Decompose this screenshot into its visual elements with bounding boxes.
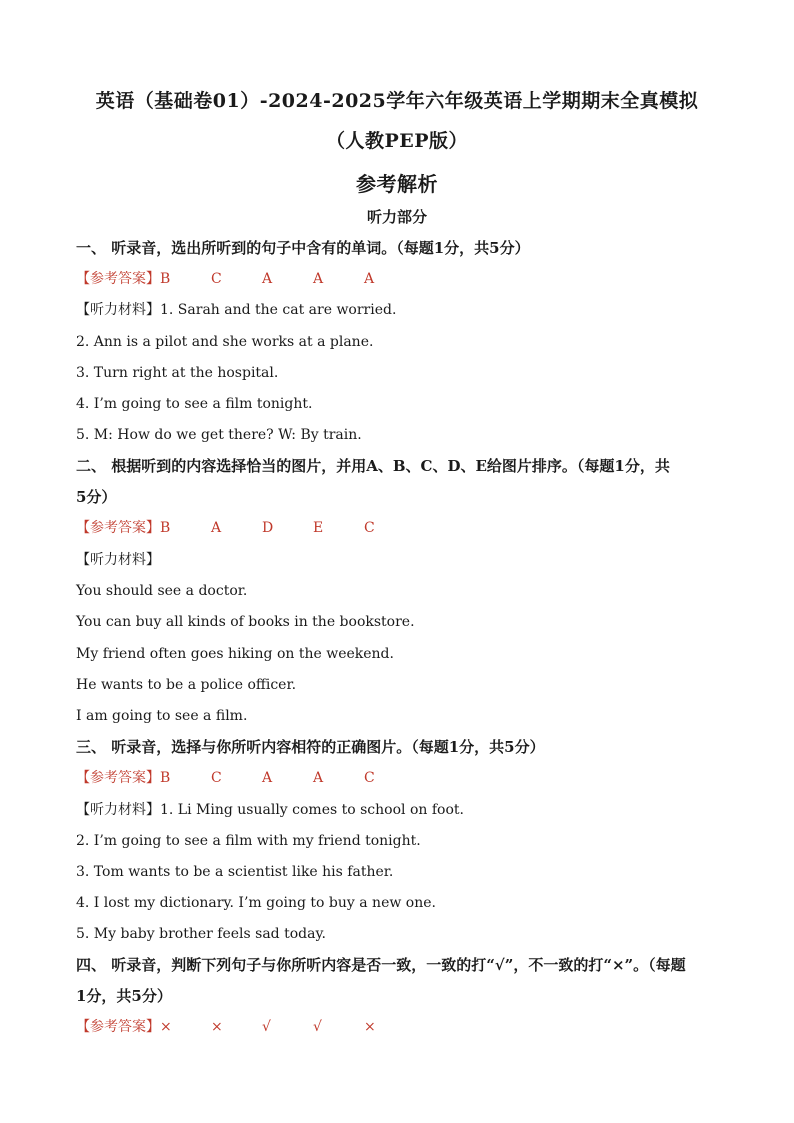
answer-item: E xyxy=(313,520,324,536)
answer-item: C xyxy=(211,271,222,287)
document-title-edition: （人教PEP版） xyxy=(325,130,469,152)
answer-item: A xyxy=(313,271,324,287)
section-1-heading: 一、 听录音，选出所听到的句子中含有的单词。（每题1分，共5分） xyxy=(76,239,530,257)
answer-tag: 【参考答案】 xyxy=(76,1019,160,1035)
answer-item: A xyxy=(262,770,273,786)
document-title: 英语（基础卷01）-2024-2025学年六年级英语上学期期末全真模拟 xyxy=(95,90,699,112)
answer-item: × xyxy=(211,1019,223,1035)
section-3-answers xyxy=(76,768,415,788)
answer-item: A xyxy=(211,520,222,536)
section-1-material-line xyxy=(76,300,396,320)
section-3-material-line xyxy=(76,800,464,820)
section-4-answers xyxy=(76,1017,415,1037)
answer-item: B xyxy=(160,770,171,786)
section-3-material-line: 5. My baby brother feels sad today. xyxy=(76,926,326,942)
document-title-answer-key: 参考解析 xyxy=(356,172,438,196)
material-tag: 【听力材料】 xyxy=(76,802,160,818)
section-3-material-line: 2. I’m going to see a film with my friend tonight. xyxy=(76,833,421,849)
section-3-heading: 三、 听录音，选择与你所听内容相符的正确图片。（每题1分，共5分） xyxy=(76,738,545,756)
section-2-heading: 二、 根据听到的内容选择恰当的图片，并用A、B、C、D、E给图片排序。（每题1分，共 xyxy=(76,457,670,475)
section-1-material-line: 3. Turn right at the hospital. xyxy=(76,365,279,381)
section-2-material-tag: 【听力材料】 xyxy=(76,552,160,568)
answer-item: A xyxy=(262,271,273,287)
section-2-material-line: He wants to be a police officer. xyxy=(76,677,297,693)
section-group-title-listening: 听力部分 xyxy=(366,208,427,226)
section-1-material-line: 2. Ann is a pilot and she works at a plane. xyxy=(76,334,374,350)
section-2-material-line: You should see a doctor. xyxy=(76,583,248,599)
material-text: 1. Li Ming usually comes to school on foot. xyxy=(160,802,464,818)
section-1-answers xyxy=(76,269,415,289)
answer-item: C xyxy=(211,770,222,786)
section-1-material-line: 4. I’m going to see a film tonight. xyxy=(76,396,313,412)
answer-item: √ xyxy=(262,1019,271,1035)
section-2-material-line: My friend often goes hiking on the weekend. xyxy=(76,646,394,662)
answer-item: A xyxy=(364,271,375,287)
answer-item: × xyxy=(364,1019,376,1035)
section-2-material-line: You can buy all kinds of books in the bookstore. xyxy=(76,614,415,630)
answer-item: C xyxy=(364,770,375,786)
answer-tag: 【参考答案】 xyxy=(76,271,160,287)
section-2-heading-cont: 5分） xyxy=(76,488,117,506)
material-text: 1. Sarah and the cat are worried. xyxy=(160,302,397,318)
answer-tag: 【参考答案】 xyxy=(76,770,160,786)
answer-item: C xyxy=(364,520,375,536)
section-2-answers xyxy=(76,518,415,538)
section-2-material-line: I am going to see a film. xyxy=(76,708,248,724)
answer-item: A xyxy=(313,770,324,786)
section-4-heading: 四、 听录音，判断下列句子与你所听内容是否一致，一致的打“√”，不一致的打“×”。（每题 xyxy=(76,956,686,974)
answer-item: B xyxy=(160,520,171,536)
section-1-material-line: 5. M: How do we get there? W: By train. xyxy=(76,427,362,443)
section-3-material-line: 4. I lost my dictionary. I’m going to buy a new one. xyxy=(76,895,436,911)
answer-item: B xyxy=(160,271,171,287)
section-3-material-line: 3. Tom wants to be a scientist like his father. xyxy=(76,864,394,880)
section-4-heading-cont: 1分，共5分） xyxy=(76,987,172,1005)
answer-item: √ xyxy=(313,1019,322,1035)
answer-tag: 【参考答案】 xyxy=(76,520,160,536)
answer-item: D xyxy=(262,520,274,536)
material-tag: 【听力材料】 xyxy=(76,302,160,318)
answer-item: × xyxy=(160,1019,172,1035)
